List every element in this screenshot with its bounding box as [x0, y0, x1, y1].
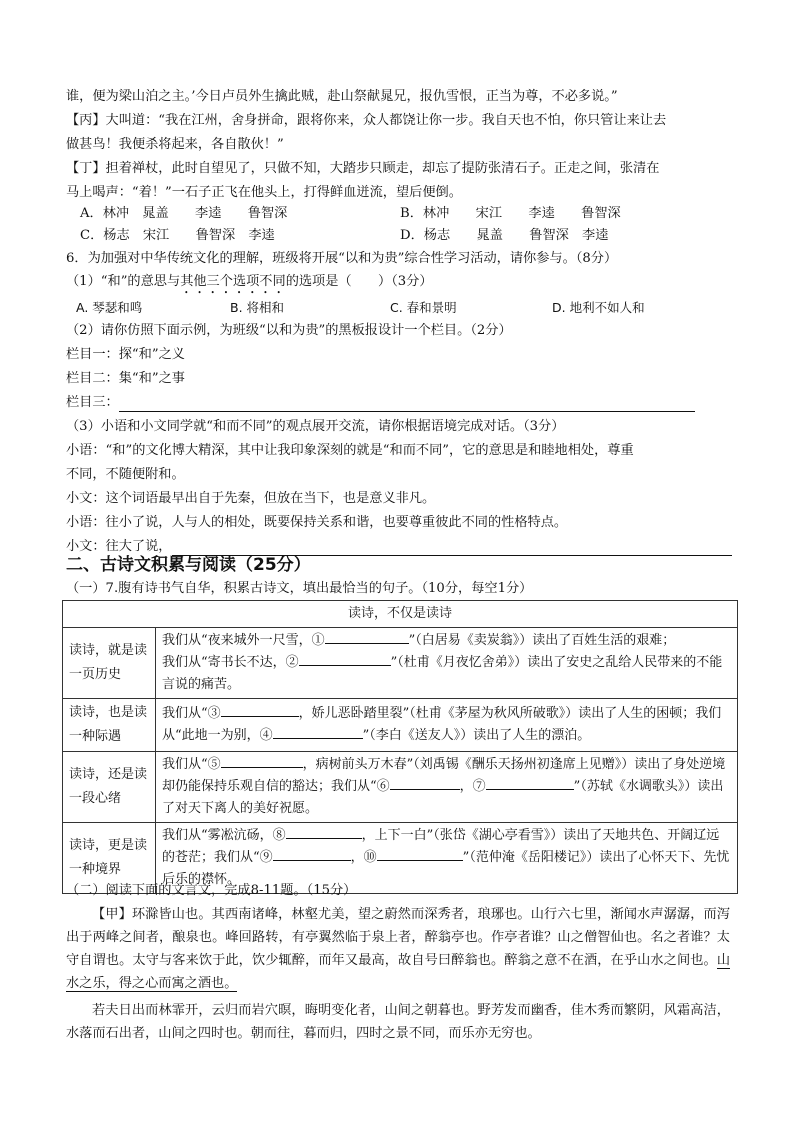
blank-6[interactable]: [390, 776, 460, 790]
section-two-part-one: （一）7.腹有诗书气自华，积累古诗文，填出最恰当的句子。（10分，每空1分）: [66, 581, 533, 596]
q6-sub1: [66, 273, 433, 297]
blank-10[interactable]: [377, 847, 463, 861]
table-row: [63, 699, 738, 752]
q6-sub2: （2）请你仿照下面示例，为班级“以和为贵”的黑板报设计一个栏目。（2分）: [66, 323, 512, 338]
column-three-label: 栏目三：: [66, 395, 119, 410]
classical-text-jia-para1: [66, 903, 730, 995]
q5-option-b: B．林冲 宋江 李逵 鲁智深: [400, 206, 621, 221]
blank-4[interactable]: [273, 725, 363, 739]
row-content: 我们从“雾凇沆砀，⑧ ，上下一白”（张岱《湖心亭看雪》）读出了天地共色、开阔辽远的苍茫；我们从“⑨ ，⑩ ”（范仲淹《岳阳楼记》）读出了心怀天下、先忧后乐的襟怀。: [156, 823, 738, 894]
table-title: 读诗，不仅是读诗: [63, 601, 738, 628]
table-row: [63, 752, 738, 823]
q5-option-c: C．杨志 宋江 鲁智深 李逵: [80, 228, 275, 243]
q6-option-c: C. 春和景明: [390, 300, 457, 315]
column-two: 栏目二：集“和”之事: [66, 371, 185, 386]
passage-line: 马上喝声：“着！”一石子正飞在他头上，打得鲜血迸流，望后便倒。: [66, 185, 462, 200]
q6-sub1-post: 的选项是（ ）（3分）: [285, 274, 433, 289]
classical-text-jia-para2: 若夫日出而林霏开，云归而岩穴暝，晦明变化者，山间之朝暮也。野芳发而幽香，佳木秀而繁阴，风霜高洁，水落而石出者，山间之四时也。朝而往，暮而归，四时之景不同，而乐亦无穷也。: [66, 1003, 730, 1041]
dialogue-xiaoyu-2: 小语：往小了说，人与人的相处，既要保持关系和谐，也要尊重彼此不同的性格特点。: [66, 515, 568, 530]
column-three-answer-line[interactable]: [119, 397, 695, 412]
passage-line: 做甚鸟！我便杀将起来，各自散伙！”: [66, 137, 284, 152]
row-content: 我们从“夜来城外一尺雪，① ”（白居易《卖炭翁》）读出了百姓生活的艰难； 我们从“寄书长不达，② ”（杜甫《月夜忆舍弟》）读出了安史之乱给人民带来的不能言说的痛苦。: [156, 628, 738, 699]
dialogue-xiaoyu-1b: 不同，不随便附和。: [66, 467, 185, 482]
dialogue-xiaowen-2-label: 小文：往大了说，: [66, 539, 172, 554]
dialogue-xiaowen-1: 小文：这个词语最早出自于先秦，但放在当下，也是意义非凡。: [66, 491, 436, 506]
q6-sub1-pre: （1）“和”的意思与: [66, 274, 181, 289]
blank-5[interactable]: [221, 754, 303, 768]
q6-option-d: D. 地利不如人和: [552, 300, 645, 315]
q6-sub3: （3）小语和小文同学就“和而不同”的观点展开交流，请你根据语境完成对话。（3分）: [66, 419, 565, 434]
row-label: 读诗，更是读一种境界: [63, 823, 156, 894]
table-row: [63, 628, 738, 699]
row-label: 读诗，也是读一种际遇: [63, 699, 156, 752]
poem-fill-table: [62, 600, 738, 894]
classical-text-jia-a: 【甲】环滁皆山也。其西南诸峰，林壑尤美，望之蔚然而深秀者，琅琊也。山行六七里，渐闻水声潺潺，而泻出于两峰之间者，酿泉也。峰回路转，有亭翼然临于泉上者，醉翁亭也。作亭者谁？山之僧智仙也。名之者谁？太守自谓也。太守与客来饮于此，饮少辄醉，而年又最高，故自号曰醉翁也。醉翁之意不在酒，在乎山水之间也。: [66, 907, 730, 968]
blank-1[interactable]: [325, 630, 409, 644]
section-two-title: 二、古诗文积累与阅读（25分）: [66, 555, 311, 575]
blank-8[interactable]: [286, 825, 362, 839]
q6-option-a: A. 琴瑟和鸣: [76, 300, 143, 315]
dialogue-xiaoyu-1a: 小语：“和”的文化博大精深，其中让我印象深刻的就是“和而不同”，它的意思是和睦地相处，尊重: [66, 443, 634, 458]
column-one: 栏目一：探“和”之义: [66, 347, 185, 362]
blank-3[interactable]: [221, 703, 299, 717]
passage-line: 【丁】担着禅杖，此时自望见了，只做不知，大踏步只顾走，却忘了提防张清石子。正走之间，张清在: [66, 161, 660, 176]
row-content: 我们从“③ ，娇儿恶卧踏里裂”（杜甫《茅屋为秋风所破歌》）读出了人生的困顿；我们从“此地一为别，④ ”（李白《送友人》）读出了人生的漂泊。: [156, 699, 738, 752]
q6-sub1-emphasis: 其他三个选项不同: [180, 274, 286, 289]
section-two-part-two: （二）阅读下面的文言文，完成8-11题。（15分）: [66, 883, 357, 898]
blank-9[interactable]: [273, 847, 351, 861]
blank-2[interactable]: [299, 652, 391, 666]
row-label: 读诗，就是读一页历史: [63, 628, 156, 699]
row-content: 我们从“⑤ ，病树前头万木春”（刘禹锡《酬乐天扬州初逢席上见赠》）读出了身处逆境却仍能保持乐观自信的豁达；我们从“⑥ ，⑦ ”（苏轼《水调歌头》）读出了对天下离人的美好祝愿。: [156, 752, 738, 823]
q6-stem: 6．为加强对中华传统文化的理解，班级将开展“以和为贵”综合性学习活动，请你参与。（8分）: [66, 251, 618, 266]
q5-option-a: A．林冲 晁盖 李逵 鲁智深: [80, 206, 288, 221]
q6-option-b: B. 将相和: [230, 300, 285, 315]
blank-7[interactable]: [486, 776, 574, 790]
column-three: [66, 394, 695, 412]
underlined-sentence: 山水之乐，得之心而寓之酒也。: [66, 953, 730, 991]
table-title-row: [63, 601, 738, 628]
row-label: 读诗，还是读一段心绪: [63, 752, 156, 823]
passage-line: 【丙】大叫道：“我在江州，舍身拼命，跟将你来，众人都饶让你一步。我自天也不怕，你只管让来让去: [66, 113, 667, 128]
q5-option-d: D．杨志 晁盖 鲁智深 李逵: [400, 228, 609, 243]
passage-line: 谁，便为梁山泊之主。’今日卢员外生擒此贼，赴山祭献晁兄，报仇雪恨，正当为尊，不必多说。”: [66, 89, 618, 104]
